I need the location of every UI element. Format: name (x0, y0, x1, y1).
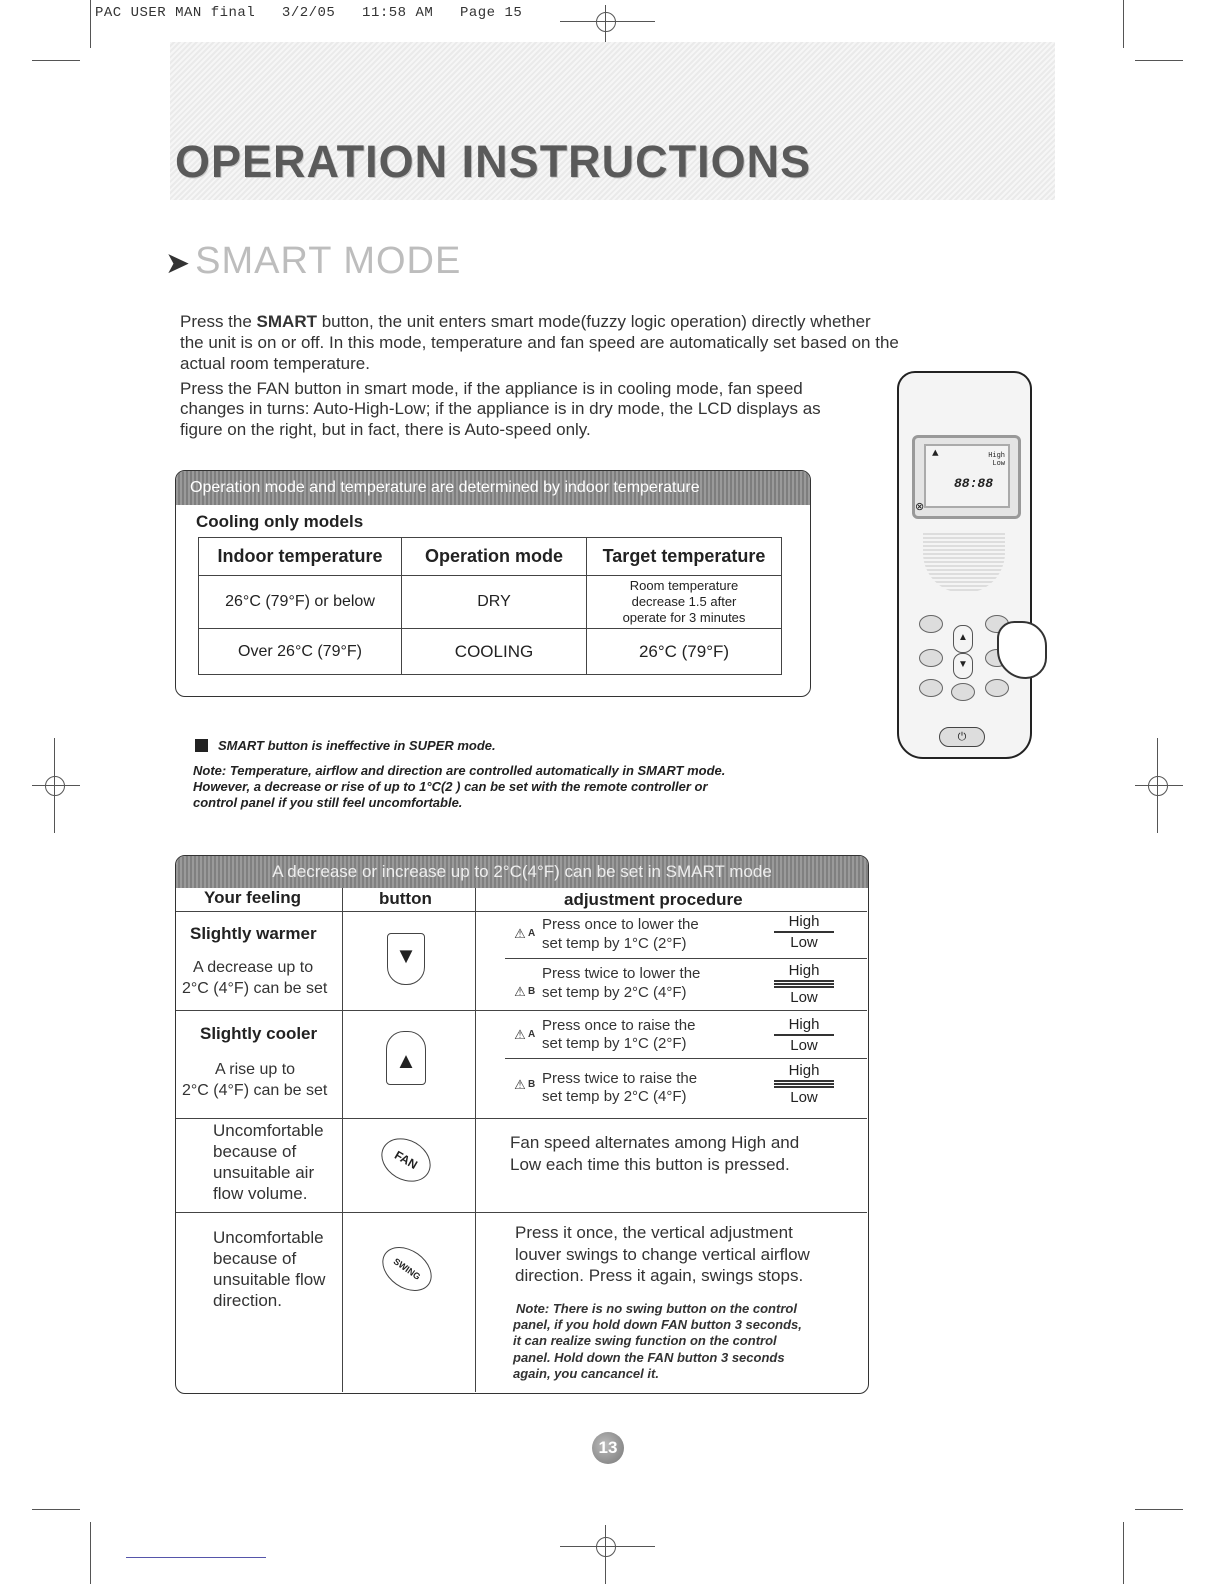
grid-line (176, 1118, 867, 1119)
cooler-desc-line: 2°C (4°F) can be set (182, 1082, 328, 1099)
grid-line (505, 958, 867, 959)
slightly-cooler-label: Slightly cooler (200, 1024, 318, 1043)
registration-circle (596, 1537, 616, 1557)
step-line: Press twice to lower the (542, 965, 701, 982)
swing-feeling-line: because of (213, 1249, 297, 1268)
intro-line: changes in turns: Auto-High-Low; if the appliance is in dry mode, the LCD displays as (180, 399, 821, 418)
divider (774, 980, 834, 982)
note-line: control panel if you still feel uncomfortable. (193, 795, 463, 810)
step-warning-icon: ⚠ (514, 1027, 526, 1042)
col-header-feeling: Your feeling (204, 888, 301, 907)
col-header-target: Target temperature (587, 538, 782, 576)
mode-cell: COOLING (402, 629, 587, 675)
crop-mark (90, 1522, 91, 1584)
registration-circle (596, 12, 616, 32)
remote-button (919, 679, 943, 697)
warmer-desc-line: A decrease up to (193, 959, 314, 976)
swing-note-line: Note: There is no swing button on the control (516, 1301, 797, 1316)
mode-cell: DRY (402, 576, 587, 629)
adjustment-banner: A decrease or increase up to 2°C(4°F) can be set in SMART mode (176, 856, 868, 888)
text-bold: SMART (256, 312, 317, 331)
step-line: Press once to lower the (542, 916, 699, 933)
target-cell (587, 576, 782, 629)
step-warning-icon: ⚠ (514, 1077, 526, 1092)
fan-level-indicator (774, 1062, 834, 1106)
grid-line (176, 1212, 867, 1213)
high-label: High (788, 1016, 820, 1033)
step-warning-icon: ⚠ (514, 926, 526, 941)
cooler-desc-line: A rise up to (215, 1061, 296, 1078)
operation-mode-table (198, 537, 782, 675)
col-header-button: button (379, 889, 432, 908)
underline-mark (126, 1557, 266, 1558)
fan-procedure-line: Fan speed alternates among High and (510, 1133, 800, 1152)
table-header-row (199, 538, 782, 576)
remote-control-illustration (897, 371, 1032, 759)
lcd-digits: 88:88 (954, 476, 994, 491)
page-number: 13 (592, 1432, 624, 1464)
intro-line: the unit is on or off. In this mode, temperature and fan speed are automatically set based on the (180, 333, 899, 352)
step-badge: B (528, 1079, 536, 1090)
swing-procedure-line: Press it once, the vertical adjustment (515, 1223, 793, 1242)
low-label: Low (790, 989, 818, 1006)
crop-mark (1135, 60, 1183, 61)
col-header-procedure: adjustment procedure (564, 890, 743, 909)
section-title-text: SMART MODE (195, 240, 462, 282)
high-label: High (788, 1062, 820, 1079)
fan-button-label: FAN (392, 1147, 420, 1173)
crop-mark (32, 1509, 80, 1510)
lcd-screen (924, 444, 1010, 508)
step-line: set temp by 1°C (2°F) (542, 935, 687, 952)
lcd-low: Low (992, 460, 1005, 468)
fan-level-indicator (774, 1016, 834, 1054)
remote-button (985, 679, 1009, 697)
crop-mark (32, 60, 80, 61)
grid-line (505, 1058, 867, 1059)
grid-line (342, 888, 343, 1392)
slightly-warmer-label: Slightly warmer (190, 924, 317, 943)
swing-note-line: panel, if you hold down FAN button 3 seconds, (513, 1317, 802, 1332)
grid-line (475, 888, 476, 1392)
fan-feeling-line: unsuitable air (213, 1163, 315, 1182)
warmer-desc-line: 2°C (4°F) can be set (182, 980, 328, 997)
divider (774, 1083, 834, 1085)
divider (774, 983, 834, 985)
crop-mark (1123, 0, 1124, 48)
target-line: Room temperature (629, 578, 739, 593)
target-cell: 26°C (79°F) (587, 629, 782, 675)
swing-note-line: it can realize swing function on the control (513, 1333, 777, 1348)
cooling-only-heading: Cooling only models (196, 512, 364, 531)
lcd-fan-icon: ⊗ (915, 501, 925, 513)
note-line: Note: Temperature, airflow and direction are controlled automatically in SMART mode. (193, 763, 726, 778)
swing-feeling-line: direction. (213, 1291, 282, 1310)
note-text: SMART button is ineffective in SUPER mode. (218, 738, 496, 753)
step-line: Press twice to raise the (542, 1070, 698, 1087)
high-label: High (788, 962, 820, 979)
remote-shading (923, 533, 1005, 593)
swing-procedure-line: direction. Press it again, swings stops. (515, 1266, 804, 1285)
section-title (165, 240, 461, 283)
smart-mode-note (193, 763, 725, 811)
crop-mark (1135, 1509, 1183, 1510)
swing-note-line: panel. Hold down the FAN button 3 seconds (513, 1350, 785, 1365)
down-button-icon: ▼ (387, 933, 425, 985)
intro-line: figure on the right, but in fact, there is Auto-speed only. (180, 420, 591, 439)
target-line: operate for 3 minutes (622, 610, 746, 625)
col-header-indoor: Indoor temperature (199, 538, 402, 576)
step-line: set temp by 1°C (2°F) (542, 1035, 687, 1052)
pointing-hand-icon (997, 621, 1047, 679)
operation-mode-banner: Operation mode and temperature are determined by indoor temperature (176, 471, 810, 505)
up-button-icon: ▲ (386, 1031, 426, 1085)
arrow-icon: ➤ (165, 247, 192, 280)
text: button, the unit enters smart mode(fuzzy logic operation) directly whether (317, 312, 871, 331)
swing-button-label: SWING (391, 1256, 423, 1282)
fan-level-indicator (774, 913, 834, 951)
col-header-mode: Operation mode (402, 538, 587, 576)
fan-procedure-line: Low each time this button is pressed. (510, 1155, 790, 1174)
registration-circle (45, 776, 65, 796)
step-badge: A (528, 1029, 536, 1040)
table-row (199, 576, 782, 629)
remote-lcd (912, 435, 1021, 519)
low-label: Low (790, 1089, 818, 1106)
intro-line: actual room temperature. (180, 354, 370, 373)
step-badge: A (528, 928, 536, 939)
step-line: set temp by 2°C (4°F) (542, 984, 687, 1001)
swing-procedure-line: louver swings to change vertical airflow (515, 1245, 810, 1264)
target-line: decrease 1.5 after (631, 594, 737, 609)
remote-down-button: ▼ (953, 653, 973, 679)
fan-level-indicator (774, 962, 834, 1006)
grid-line (176, 1010, 867, 1011)
note-line: However, a decrease or rise of up to 1°C(2 ) can be set with the remote controller or (193, 779, 708, 794)
remote-button (919, 649, 943, 667)
crop-mark (90, 0, 91, 48)
remote-button (919, 615, 943, 633)
lcd-high: High (988, 452, 1005, 460)
divider (774, 1080, 834, 1082)
low-label: Low (790, 934, 818, 951)
step-line: set temp by 2°C (4°F) (542, 1088, 687, 1105)
indoor-cell: 26°C (79°F) or below (199, 576, 402, 629)
divider (774, 986, 834, 988)
fan-feeling-line: Uncomfortable (213, 1121, 324, 1140)
page-title: OPERATION INSTRUCTIONS (175, 136, 812, 187)
crop-mark (1123, 1522, 1124, 1584)
divider (774, 931, 834, 933)
text: Press the (180, 312, 257, 331)
step-line: Press once to raise the (542, 1017, 696, 1034)
divider (774, 1034, 834, 1036)
intro-paragraph-1 (180, 311, 871, 332)
smart-ineffective-note (195, 738, 496, 753)
swing-feeling-line: Uncomfortable (213, 1228, 324, 1247)
indoor-cell: Over 26°C (79°F) (199, 629, 402, 675)
fan-feeling-line: because of (213, 1142, 297, 1161)
low-label: Low (790, 1037, 818, 1054)
step-badge: B (528, 986, 536, 997)
swing-note-line: again, you cancancel it. (513, 1366, 659, 1381)
fan-feeling-line: flow volume. (213, 1184, 308, 1203)
print-slug: PAC USER MAN final 3/2/05 11:58 AM Page 15 (95, 5, 523, 21)
divider (774, 1086, 834, 1088)
remote-power-button: ⏻ (939, 727, 985, 747)
swing-feeling-line: unsuitable flow (213, 1270, 326, 1289)
registration-circle (1148, 776, 1168, 796)
remote-button (951, 683, 975, 701)
step-warning-icon: ⚠ (514, 984, 526, 999)
note-square-icon (195, 739, 208, 752)
remote-up-button: ▲ (953, 625, 973, 653)
high-label: High (788, 913, 820, 930)
lcd-up-arrow-icon: ▲ (932, 448, 939, 460)
intro-line: Press the FAN button in smart mode, if the appliance is in cooling mode, fan speed (180, 379, 803, 398)
table-row (199, 629, 782, 675)
lcd-fan-levels (988, 452, 1005, 468)
grid-line (176, 911, 867, 912)
